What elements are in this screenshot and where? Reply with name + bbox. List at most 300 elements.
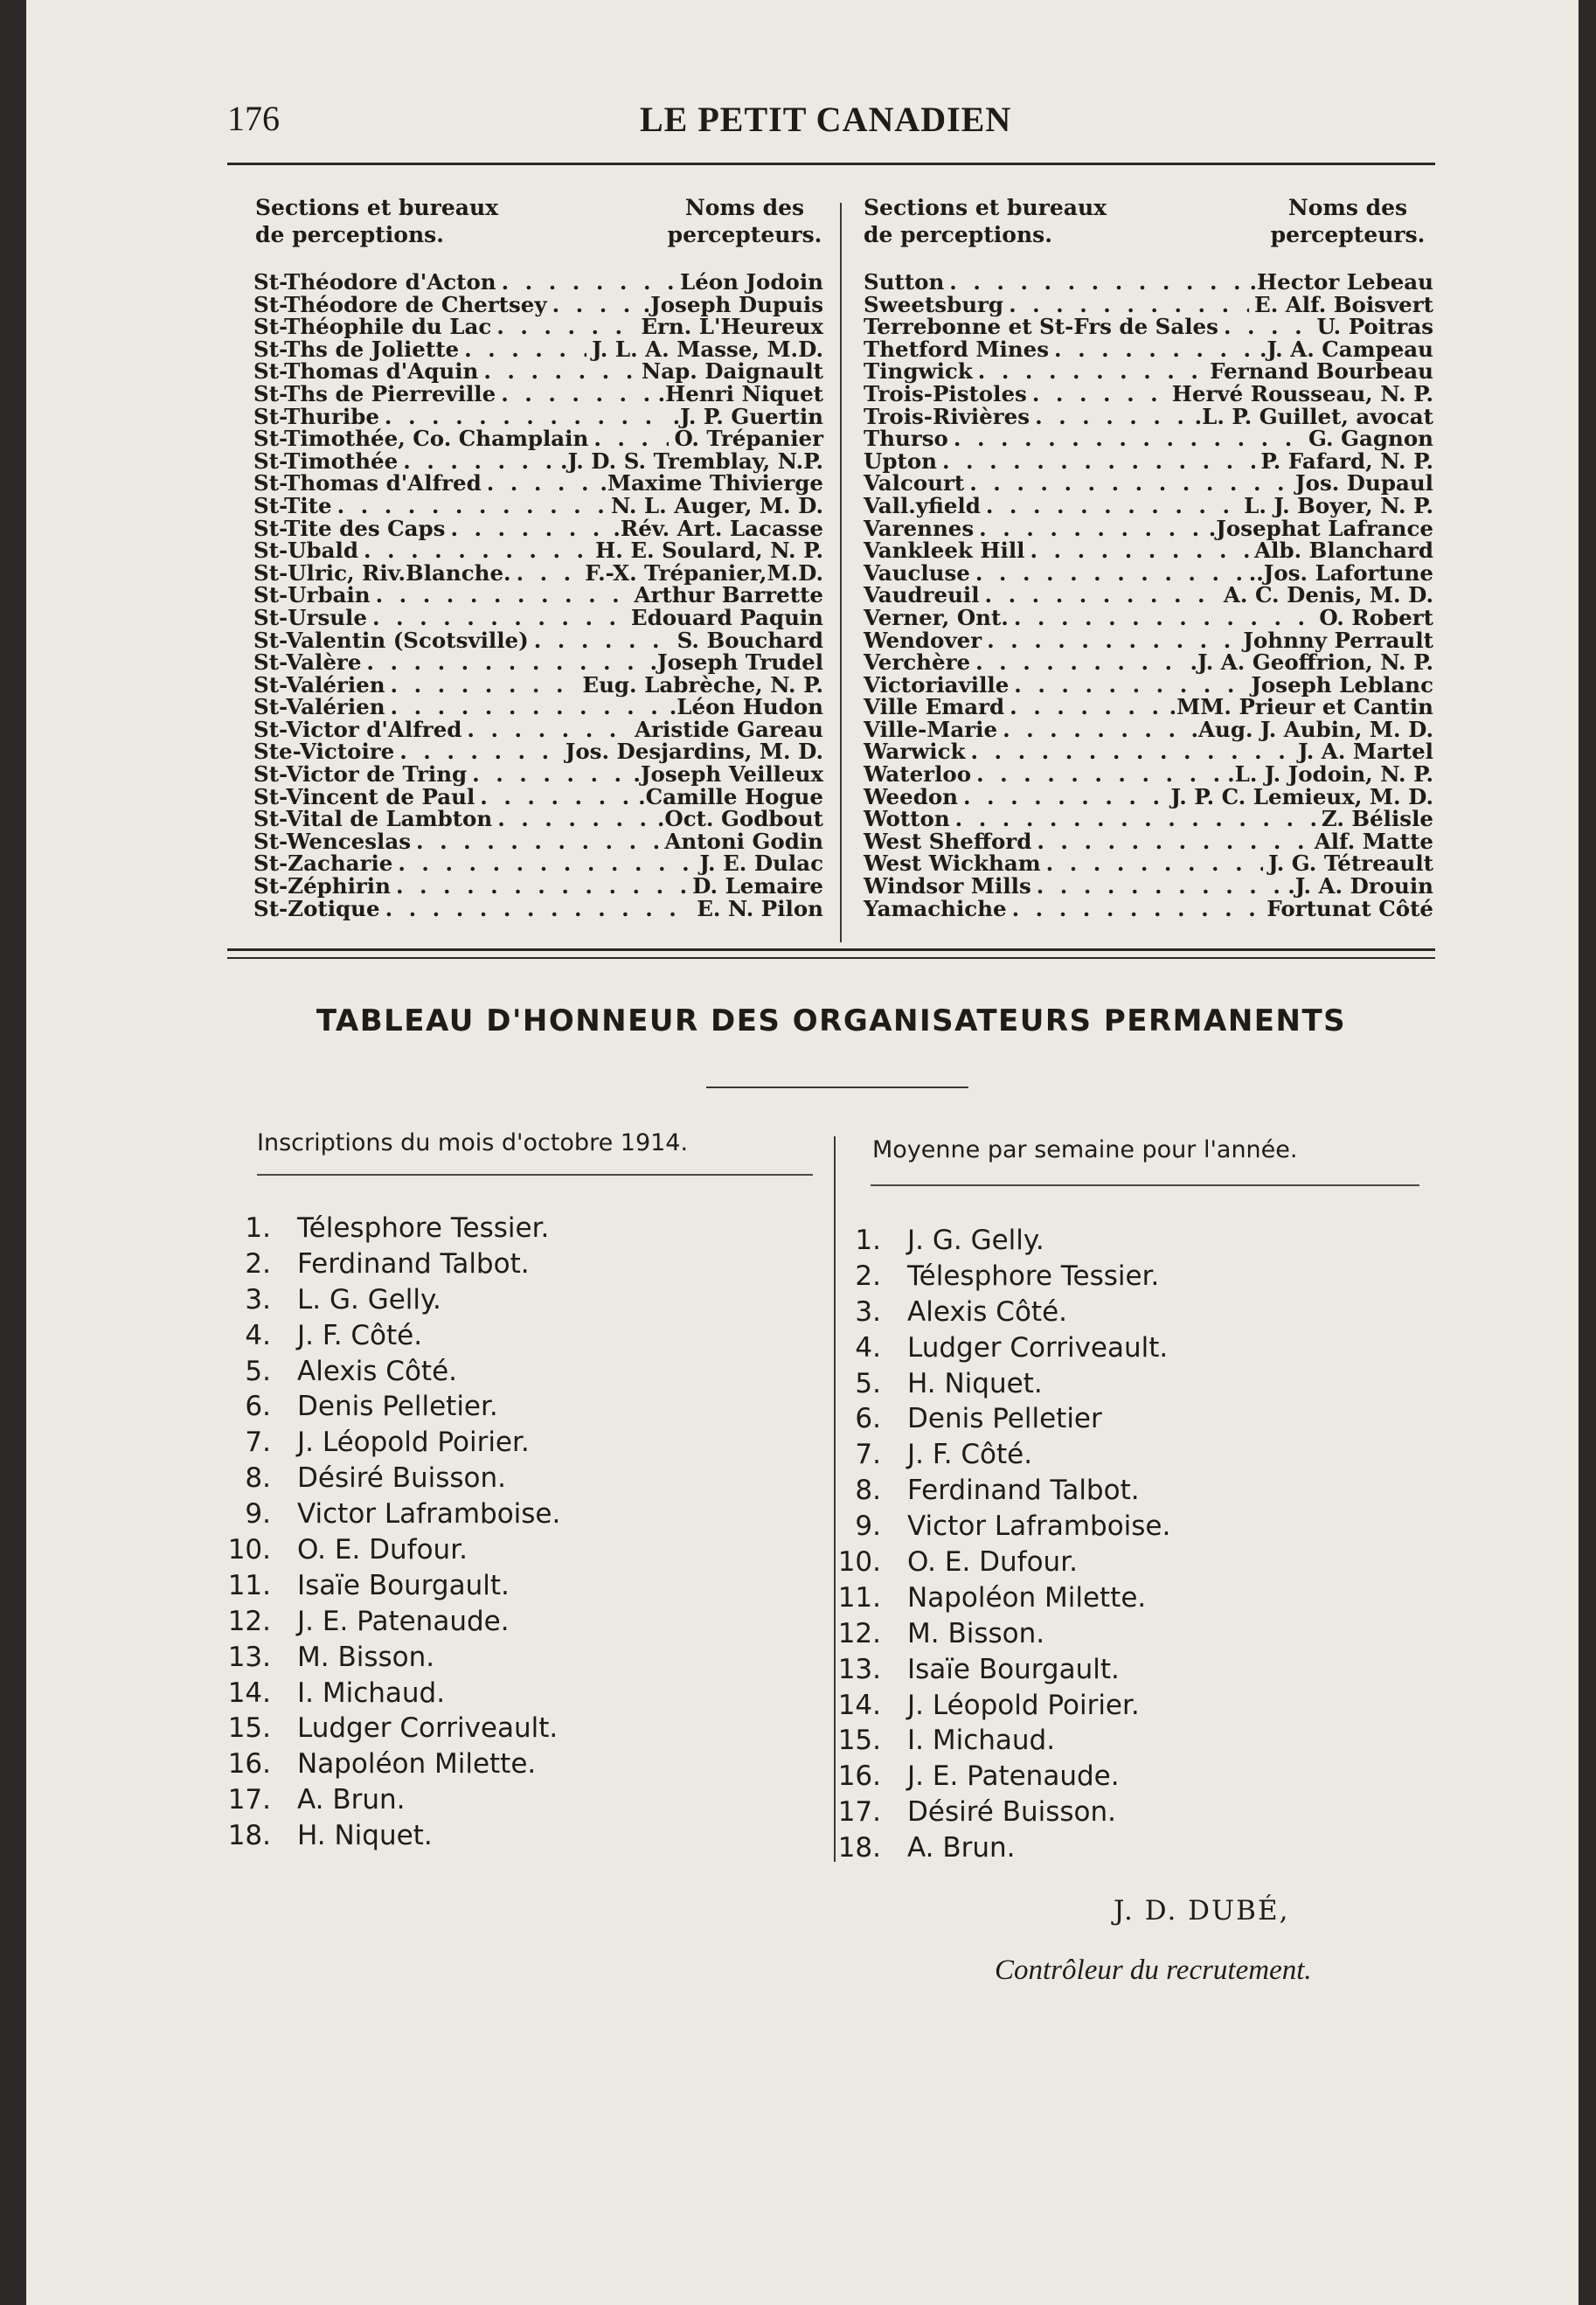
section-name: St-Thomas d'Aquin <box>253 358 479 385</box>
dot-leader <box>1032 383 1167 406</box>
organizer-name: J. F. Côté. <box>907 1439 1033 1471</box>
header-rule <box>227 163 1435 165</box>
collector-entry <box>253 316 823 338</box>
dot-leader <box>986 495 1239 517</box>
collector-entry <box>864 716 1433 742</box>
collector-entry <box>864 584 1433 607</box>
dot-leader <box>978 360 1204 383</box>
collector-name: .Joseph Veilleux <box>633 761 823 788</box>
honour-entry <box>816 1366 1170 1402</box>
section-name: St-Valérien <box>253 694 385 720</box>
section-name: St-Théophile du Lac <box>253 314 492 340</box>
dot-leader <box>1037 830 1308 853</box>
collector-name: .Henri Niquet <box>657 380 823 406</box>
section-name: St-Thuribe <box>253 403 379 429</box>
dot-leader <box>955 808 1316 830</box>
collector-name: G. Gagnon <box>1308 426 1433 452</box>
collector-name: Alf. Matte <box>1314 828 1433 854</box>
organizer-name: Désiré Buisson. <box>297 1462 506 1495</box>
dot-leader <box>497 808 652 830</box>
collector-name: J. G. Tétreault <box>1268 850 1433 877</box>
honour-entry <box>816 1401 1170 1437</box>
right-honour-rule <box>871 1184 1419 1186</box>
honour-entry <box>206 1282 560 1318</box>
collector-name: Jos. Dupaul <box>1295 470 1433 496</box>
dot-leader <box>963 786 1166 809</box>
dot-leader <box>480 786 633 809</box>
dot-leader <box>337 495 606 517</box>
title-rule <box>706 1087 968 1088</box>
rank-number: 11. <box>837 1581 881 1614</box>
collector-name: E. Alf. Boisvert <box>1254 291 1433 317</box>
organizer-name: J. E. Patenaude. <box>907 1760 1120 1793</box>
organizer-name: Isaïe Bourgault. <box>907 1653 1120 1685</box>
honour-entry <box>206 1425 560 1461</box>
section-name: St-Timothée, Co. Champlain <box>253 426 589 452</box>
collector-entry <box>864 539 1433 562</box>
collector-name: A. C. Denis, M. D. <box>1223 582 1433 608</box>
collector-entry <box>864 338 1433 361</box>
rank-number: 12. <box>837 1617 881 1649</box>
dot-leader <box>975 651 1184 674</box>
collector-entry <box>253 584 823 607</box>
honour-entry <box>816 1795 1170 1830</box>
organizer-name: A. Brun. <box>297 1784 406 1816</box>
honour-entry <box>206 1782 560 1818</box>
collector-name: Edouard Paquin <box>630 604 823 630</box>
rank-number: 3. <box>245 1283 271 1316</box>
rank-number: 6. <box>245 1391 271 1423</box>
collector-name: O. Trépanier <box>674 426 823 452</box>
section-name: St-Valère <box>253 649 362 676</box>
collector-entry <box>253 716 823 742</box>
section-rule-top <box>227 948 1435 951</box>
section-name: Ste-Victoire <box>253 739 395 765</box>
honour-roll-title: TABLEAU D'HONNEUR DES ORGANISATEURS PERMANENTS <box>316 1003 1347 1038</box>
collector-entry <box>864 696 1433 719</box>
dot-leader <box>975 562 1244 585</box>
dot-leader <box>987 629 1238 652</box>
section-name: Ville-Marie <box>864 716 998 742</box>
dot-leader <box>391 696 664 719</box>
collector-name: Léon Jodoin <box>679 269 823 295</box>
collector-entry <box>864 875 1433 898</box>
collector-entry <box>864 472 1433 495</box>
dot-leader <box>976 763 1222 786</box>
rank-number: 18. <box>227 1820 271 1852</box>
organizer-name: Ferdinand Talbot. <box>907 1475 1140 1507</box>
organizer-name: Ludger Corriveault. <box>297 1712 559 1745</box>
honour-entry <box>816 1688 1170 1724</box>
right-honour-list <box>816 1223 1170 1866</box>
organizer-name: Denis Pelletier <box>907 1403 1102 1435</box>
dot-leader <box>399 740 560 763</box>
rank-number: 5. <box>245 1355 271 1387</box>
rank-number: 14. <box>227 1677 271 1709</box>
collector-entry <box>253 783 823 809</box>
rank-number: 2. <box>245 1247 271 1280</box>
collector-name: .Aug. J. Aubin, M. D. <box>1190 716 1433 742</box>
rank-number: 8. <box>855 1475 881 1507</box>
collector-entry <box>253 271 823 294</box>
collector-name: .Maxime Thivierge <box>600 470 823 496</box>
collector-entry <box>253 671 823 698</box>
rank-number: 7. <box>855 1439 881 1471</box>
dot-leader <box>403 450 555 473</box>
dot-leader <box>366 651 644 674</box>
collector-name: Aristide Gareau <box>635 716 823 742</box>
collector-name: Fortunat Côté <box>1266 895 1433 921</box>
collector-entry <box>253 517 823 540</box>
dot-leader <box>376 584 629 607</box>
collector-name: .J. A. Campeau <box>1259 336 1433 362</box>
collector-name: .MM. Prieur et Cantin <box>1169 694 1433 720</box>
collector-entry <box>864 783 1433 809</box>
dot-leader <box>501 383 652 406</box>
section-name: Valcourt <box>864 470 965 496</box>
section-name: St-Vincent de Paul <box>253 783 475 809</box>
honour-entry <box>206 1640 560 1676</box>
organizer-name: O. E. Dufour. <box>297 1534 468 1566</box>
honour-entry <box>816 1509 1170 1545</box>
dot-leader <box>502 271 675 294</box>
organizer-name: M. Bisson. <box>907 1617 1045 1649</box>
dot-leader <box>391 674 578 697</box>
dot-leader <box>450 517 607 540</box>
collector-entry <box>864 895 1433 921</box>
collector-entry <box>253 740 823 763</box>
collector-entry <box>864 740 1433 763</box>
collector-entry <box>864 271 1433 294</box>
section-name: Upton <box>864 448 937 474</box>
collector-name: .J. A. Drouin <box>1287 873 1433 899</box>
section-name: Verner, Ont. <box>864 604 1009 630</box>
section-rule-bottom <box>227 957 1435 959</box>
collector-name: Joseph Leblanc <box>1251 671 1433 698</box>
organizer-name: Télesphore Tessier. <box>297 1212 550 1244</box>
collector-name: Ern. L'Heureux <box>641 314 823 340</box>
honour-entry <box>206 1711 560 1746</box>
collector-entry <box>253 291 823 317</box>
collector-name: Johnny Perrault <box>1243 627 1433 653</box>
organizer-name: J. Léopold Poirier. <box>907 1689 1140 1721</box>
section-name: St-Tite des Caps <box>253 515 446 541</box>
collector-entry <box>253 403 823 429</box>
right-names-header: Noms des percepteurs. <box>1270 195 1426 247</box>
collector-name: Fernand Bourbeau <box>1210 358 1433 385</box>
dot-leader <box>552 294 638 316</box>
section-name: Windsor Mills <box>864 873 1031 899</box>
honour-entry <box>206 1676 560 1711</box>
honour-entry <box>206 1746 560 1782</box>
rank-number: 16. <box>227 1748 271 1781</box>
rank-number: 10. <box>227 1534 271 1566</box>
honour-entry <box>816 1437 1170 1473</box>
dot-leader <box>483 360 636 383</box>
organizer-name: Alexis Côté. <box>297 1355 458 1387</box>
collector-entry <box>253 338 823 361</box>
organizer-name: Napoléon Milette. <box>297 1748 537 1781</box>
dot-leader <box>593 427 669 450</box>
dot-leader <box>385 406 668 428</box>
signature: J. D. DUBÉ, <box>1114 1895 1290 1927</box>
right-honour-heading: Moyenne par semaine pour l'année. <box>872 1136 1298 1163</box>
collector-entry <box>253 427 823 450</box>
rank-number: 8. <box>245 1462 271 1495</box>
organizer-name: I. Michaud. <box>907 1725 1056 1757</box>
collector-name: .L. P. Guillet, avocat <box>1194 403 1433 429</box>
section-name: St-Vital de Lambton <box>253 806 493 832</box>
section-name: St-Ulric, Riv.Blanche. <box>253 559 511 586</box>
organizer-name: Denis Pelletier. <box>297 1391 498 1423</box>
organizer-name: A. Brun. <box>907 1832 1016 1864</box>
honour-entry <box>816 1545 1170 1580</box>
organizer-name: H. Niquet. <box>297 1820 433 1852</box>
honour-entry <box>816 1580 1170 1616</box>
collector-entry <box>864 559 1433 586</box>
organizer-name: O. E. Dufour. <box>907 1546 1078 1579</box>
collector-entry <box>253 450 823 473</box>
organizer-name: Ludger Corriveault. <box>907 1331 1169 1364</box>
section-name: Waterloo <box>864 761 972 788</box>
honour-entry <box>206 1818 560 1854</box>
section-name: West Shefford <box>864 828 1032 854</box>
organizer-name: H. Niquet. <box>907 1367 1043 1399</box>
rank-number: 14. <box>837 1689 881 1721</box>
honour-entry <box>206 1604 560 1640</box>
rank-number: 4. <box>855 1331 881 1364</box>
collector-name: Z. Bélisle <box>1321 806 1433 832</box>
rank-number: 3. <box>855 1295 881 1328</box>
collector-entry <box>253 539 823 562</box>
dot-leader <box>396 875 687 898</box>
collector-entry <box>253 380 823 406</box>
honour-entry <box>816 1473 1170 1509</box>
section-name: St-Théodore de Chertsey <box>253 291 547 317</box>
dot-leader <box>416 830 659 853</box>
collector-name: D. Lemaire <box>692 873 823 899</box>
rank-number: 15. <box>837 1725 881 1757</box>
rank-number: 10. <box>837 1546 881 1579</box>
section-name: St-Wenceslas <box>253 828 412 854</box>
section-name: St-Ubald <box>253 538 358 564</box>
collector-name: .J. D. S. Tremblay, N.P. <box>560 448 823 474</box>
collector-name: E. N. Pilon <box>697 895 823 921</box>
organizer-name: Alexis Côté. <box>907 1295 1068 1328</box>
honour-entry <box>206 1318 560 1354</box>
collector-entry <box>253 895 823 921</box>
collector-name: .Léon Hudon <box>669 694 823 720</box>
collector-name: .Camille Hogue <box>638 783 823 809</box>
collector-name: .Josephat Lafrance <box>1208 515 1433 541</box>
collector-name: Jos. Desjardins, M. D. <box>565 739 823 765</box>
section-name: St-Urbain <box>253 582 371 608</box>
dot-leader <box>487 472 595 495</box>
section-name: Terrebonne et St-Frs de Sales <box>864 314 1218 340</box>
collector-name: .Joseph Trudel <box>649 649 823 676</box>
honour-entry <box>816 1259 1170 1295</box>
dot-leader <box>1003 719 1185 741</box>
section-name: Tingwick <box>864 358 973 385</box>
dot-leader <box>398 852 694 875</box>
collector-entry <box>864 403 1433 429</box>
collector-entry <box>253 472 823 495</box>
section-name: Thetford Mines <box>864 336 1050 362</box>
collector-name: P. Fafard, N. P. <box>1260 448 1433 474</box>
dot-leader <box>1010 696 1163 719</box>
collector-entry <box>253 492 823 518</box>
left-honour-list <box>206 1211 560 1854</box>
organizer-name: M. Bisson. <box>297 1641 435 1673</box>
honour-entry <box>206 1496 560 1532</box>
honour-entry <box>816 1223 1170 1259</box>
section-name: Ville Emard <box>864 694 1005 720</box>
dot-leader <box>1035 406 1190 428</box>
collector-name: Antoni Godin <box>664 828 823 854</box>
section-name: Trois-Pistoles <box>864 380 1027 406</box>
rank-number: 15. <box>227 1712 271 1745</box>
dot-leader <box>517 562 580 585</box>
organizer-name: J. Léopold Poirier. <box>297 1427 530 1459</box>
collector-name: H. E. Soulard, N. P. <box>595 538 823 564</box>
section-name: Vall.yfield <box>864 492 981 518</box>
left-section-header: Sections et bureaux de perceptions. <box>255 195 499 247</box>
organizer-name: Victor Laframboise. <box>907 1510 1171 1543</box>
dot-leader <box>1224 316 1312 338</box>
collector-name: F.-X. Trépanier,M.D. <box>585 559 823 586</box>
section-name: Wendover <box>864 627 982 653</box>
dot-leader <box>979 517 1204 540</box>
section-name: Vaucluse <box>864 559 970 586</box>
collector-name: Hervé Rousseau, N. P. <box>1171 380 1433 406</box>
collector-entry <box>253 360 823 383</box>
dot-leader <box>534 629 672 652</box>
collector-entry <box>253 830 823 853</box>
honour-entry <box>816 1295 1170 1330</box>
collector-entry <box>864 852 1433 875</box>
collector-name: U. Poitras <box>1316 314 1433 340</box>
rank-number: 11. <box>227 1569 271 1601</box>
left-names-header: Noms des percepteurs. <box>667 195 822 247</box>
right-section-header: Sections et bureaux de perceptions. <box>864 195 1107 247</box>
collector-entry <box>864 380 1433 406</box>
dot-leader <box>464 338 586 361</box>
section-name: St-Timothée <box>253 448 399 474</box>
section-name: Sweetsburg <box>864 291 1004 317</box>
collector-name: J. A. Martel <box>1298 739 1433 765</box>
collector-entry <box>253 763 823 786</box>
dot-leader <box>970 740 1293 763</box>
dot-leader <box>467 719 629 741</box>
collector-name: L. J. Boyer, N. P. <box>1244 492 1433 518</box>
section-name: Wotton <box>864 806 950 832</box>
honour-entry <box>816 1652 1170 1688</box>
rank-number: 16. <box>837 1760 881 1793</box>
rank-number: 5. <box>855 1367 881 1399</box>
collector-entry <box>253 629 823 652</box>
rank-number: 6. <box>855 1403 881 1435</box>
organizer-name: Napoléon Milette. <box>907 1581 1147 1614</box>
collector-entry <box>864 492 1433 518</box>
collector-name: Nap. Daignault <box>641 358 823 385</box>
rank-number: 13. <box>227 1641 271 1673</box>
rank-number: 9. <box>855 1510 881 1543</box>
collector-entry <box>253 559 823 586</box>
collector-name: Eug. Labrèche, N. P. <box>582 671 823 698</box>
running-head: LE PETIT CANADIEN <box>640 100 1012 139</box>
dot-leader <box>472 763 628 786</box>
rank-number: 2. <box>855 1260 881 1292</box>
organizer-name: J. F. Côté. <box>297 1319 423 1351</box>
left-collector-list <box>253 271 823 920</box>
collector-name: Arthur Barrette <box>634 582 823 608</box>
dot-leader <box>949 271 1244 294</box>
rank-number: 13. <box>837 1653 881 1685</box>
rank-number: 17. <box>227 1784 271 1816</box>
collector-entry <box>253 696 823 719</box>
dot-leader <box>1054 338 1254 361</box>
collector-name: J. L. A. Masse, M.D. <box>592 336 823 362</box>
section-name: Warwick <box>864 739 966 765</box>
dot-leader <box>942 450 1255 473</box>
honour-entry <box>816 1723 1170 1759</box>
section-name: Weedon <box>864 783 958 809</box>
section-name: West Wickham <box>864 850 1041 877</box>
rank-number: 17. <box>837 1796 881 1829</box>
collector-name: J. P. C. Lemieux, M. D. <box>1170 783 1433 809</box>
dot-leader <box>954 427 1303 450</box>
collector-name: .Joseph Dupuis <box>642 291 823 317</box>
dot-leader <box>496 316 635 338</box>
collector-entry <box>253 651 823 674</box>
dot-leader <box>985 584 1218 607</box>
right-collector-list <box>864 271 1433 920</box>
collector-name: .J. P. Guertin <box>672 403 823 429</box>
organizer-name: J. E. Patenaude. <box>297 1605 510 1637</box>
section-name: St-Ths de Joliette <box>253 336 460 362</box>
collector-name: .J. A. Geoffrion, N. P. <box>1190 649 1433 676</box>
section-name: Thurso <box>864 426 948 452</box>
page-number: 176 <box>227 99 280 138</box>
collector-name: N. L. Auger, M. D. <box>611 492 823 518</box>
collector-entry <box>864 830 1433 853</box>
section-name: St-Victor de Tring <box>253 761 468 788</box>
dot-leader <box>1014 607 1315 629</box>
section-name: Yamachiche <box>864 895 1007 921</box>
dot-leader <box>1037 875 1282 898</box>
organizer-name: Télesphore Tessier. <box>907 1260 1160 1292</box>
honour-entry <box>206 1246 560 1282</box>
rank-number: 9. <box>245 1498 271 1531</box>
rank-number: 4. <box>245 1319 271 1351</box>
dot-leader <box>1009 294 1249 316</box>
collector-entry <box>864 517 1433 540</box>
collector-name: ..Jos. Lafortune <box>1248 559 1433 586</box>
collector-name: J. E. Dulac <box>699 850 823 877</box>
honour-entry <box>206 1568 560 1604</box>
section-name: St-Zacharie <box>253 850 393 877</box>
collector-entry <box>864 427 1433 450</box>
collector-name: .L. J. Jodoin, N. P. <box>1227 761 1433 788</box>
collector-name: .Oct. Godbout <box>656 806 823 832</box>
collector-entry <box>864 360 1433 383</box>
dot-leader <box>1012 898 1262 920</box>
dot-leader <box>372 607 626 629</box>
collector-entry <box>253 604 823 630</box>
left-honour-heading: Inscriptions du mois d'octobre 1914. <box>257 1129 689 1156</box>
collector-entry <box>864 291 1433 317</box>
section-name: St-Victor d'Alfred <box>253 716 462 742</box>
